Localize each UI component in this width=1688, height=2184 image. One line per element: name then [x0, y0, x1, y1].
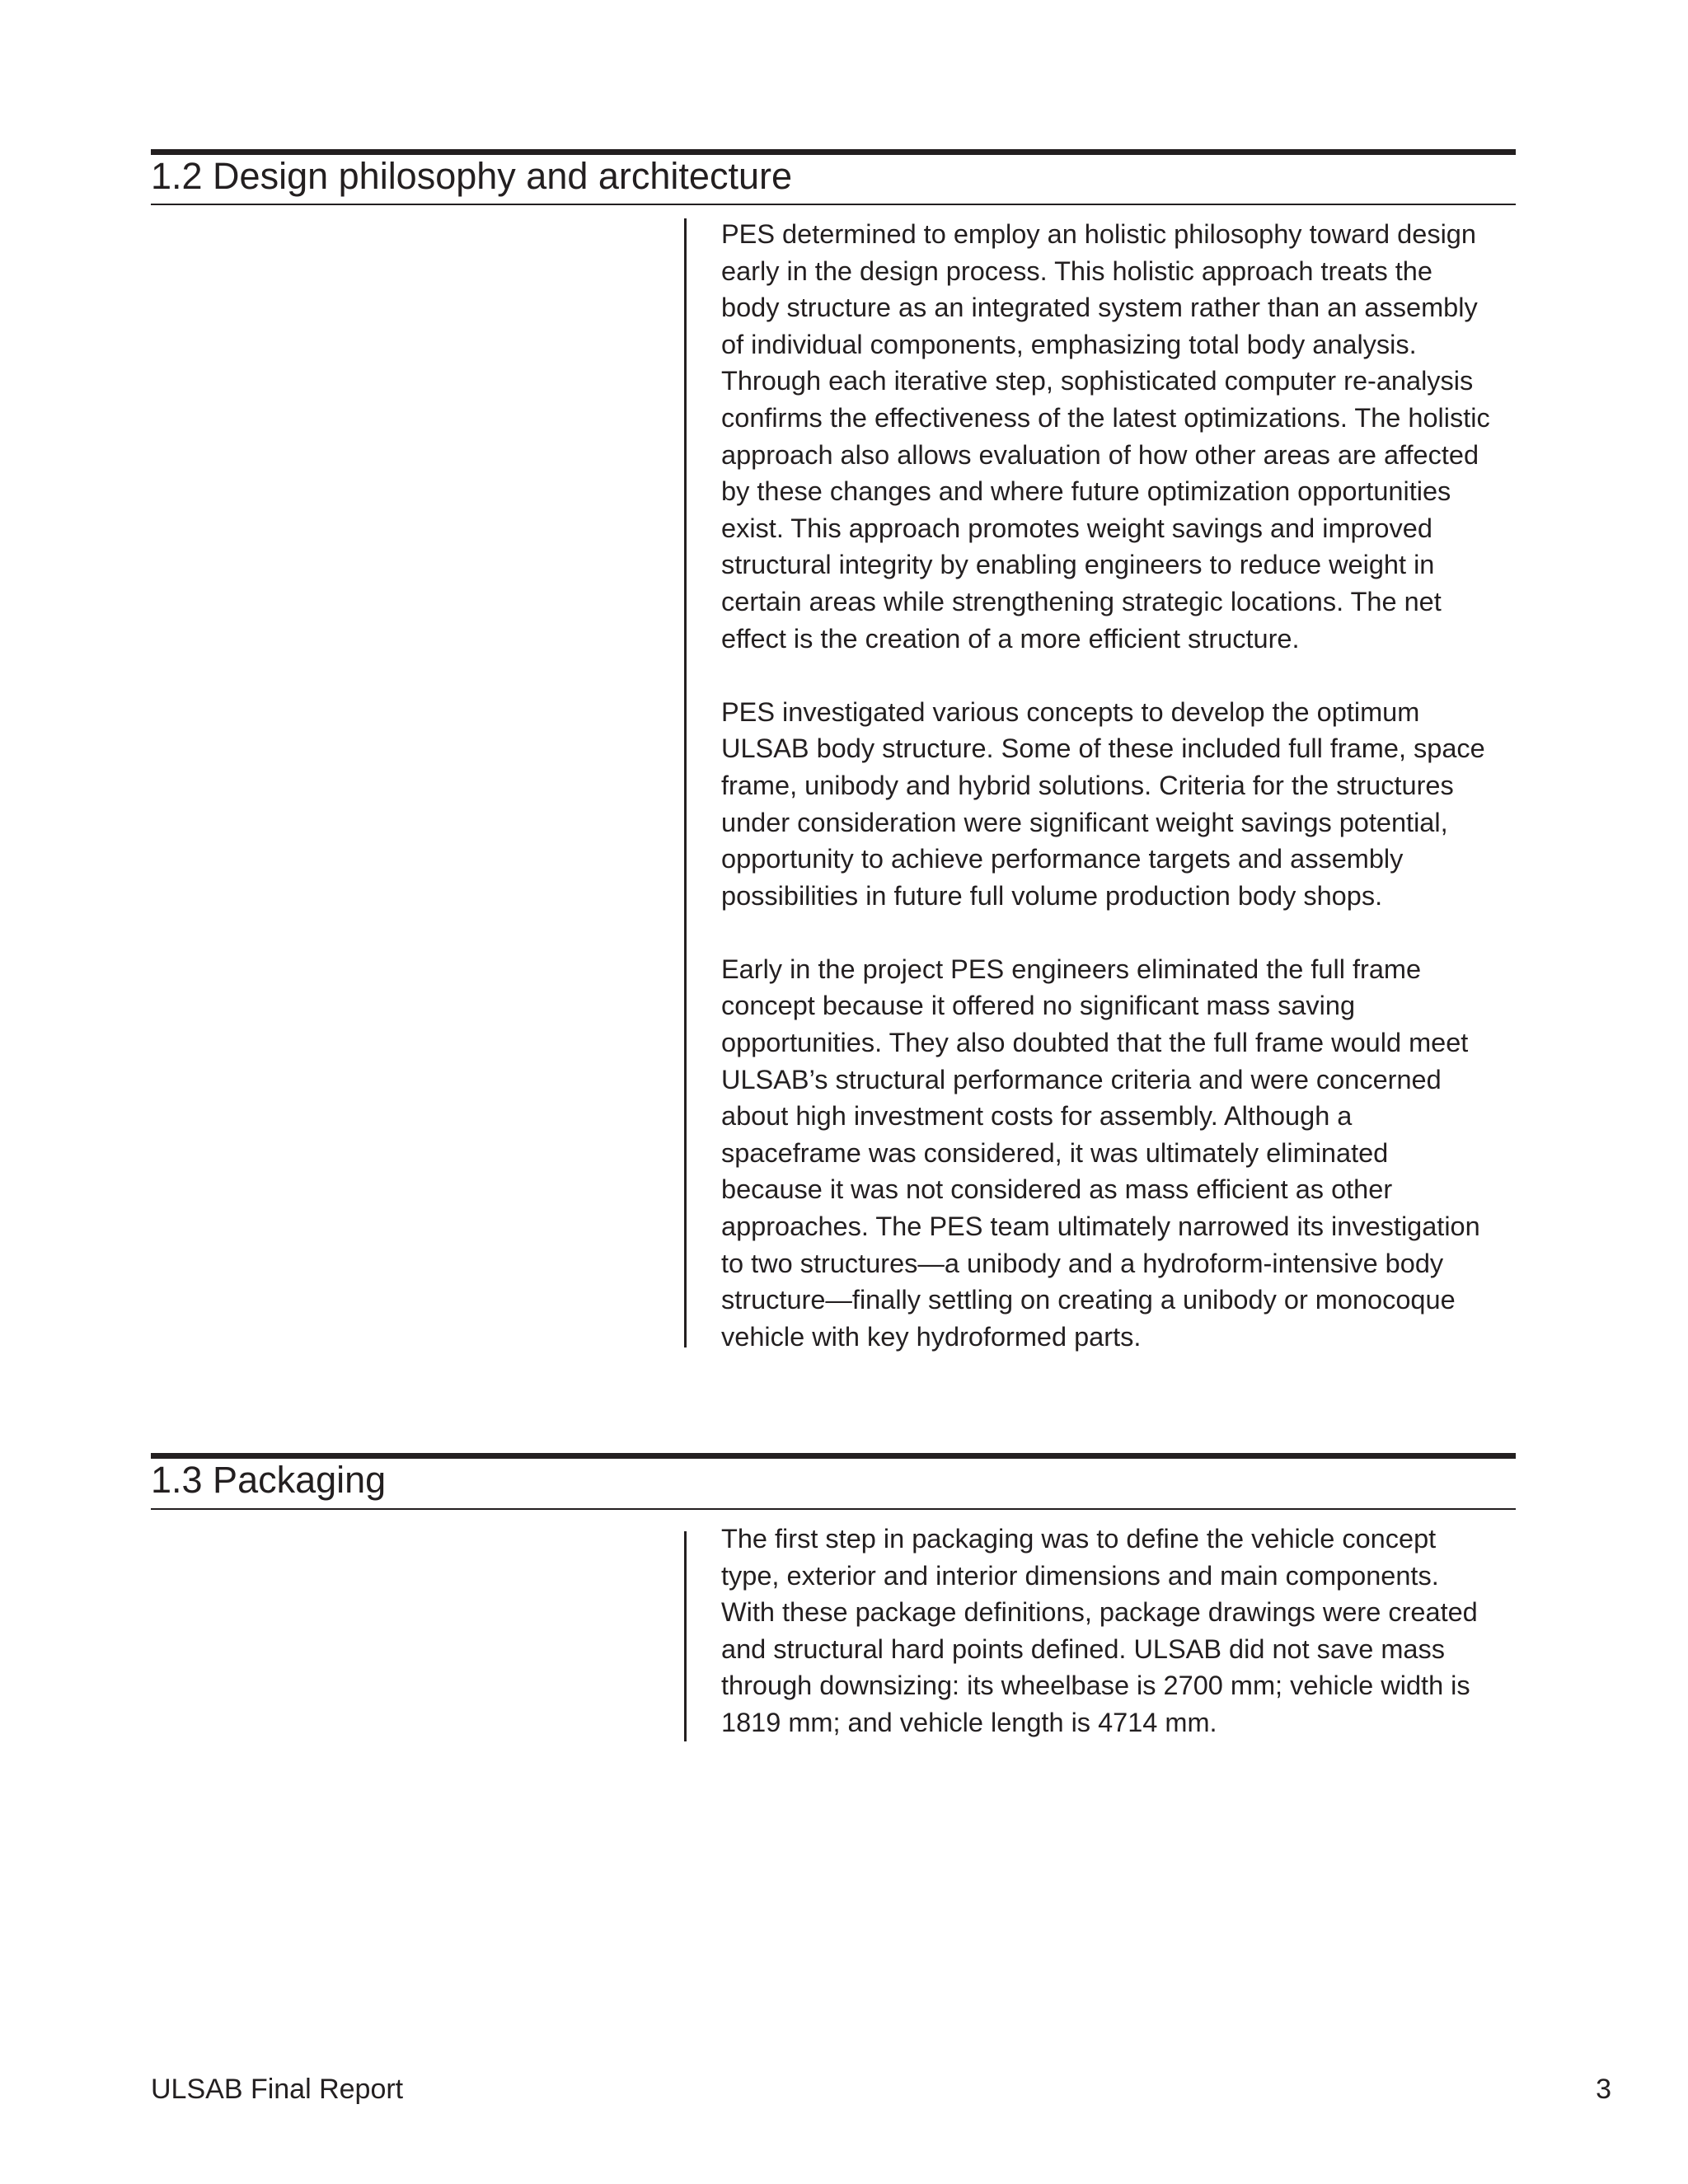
section-1-2-paragraph-2: PES investigated various concepts to develop the optimum ULSAB body structure. Some of these included full frame, space frame, unibody and hybrid solutions. Criteria for the structures under consideration were significant weight savings potential, opportunity to achieve performance targets and assembly possibilities in future full volume production body shops. [721, 696, 1485, 911]
section-1-2-top-rule [151, 149, 1516, 155]
section-1-3-column-divider [684, 1531, 687, 1741]
section-1-3-heading: 1.3 Packaging [151, 1459, 387, 1501]
section-1-2-paragraph-3: Early in the project PES engineers eliminated the full frame concept because it offered no significant mass saving opportunities. They also doubted that the full frame would meet ULSAB’s structural performance criteria and were concerned about high investment costs for assembly. Although a spaceframe was considered, it was ultimately eliminated because it was not considered as mass efficient as other approaches. The PES team ultimately narrowed its investigation to two structures—a unibody and a hydroform-intensive body structure—finally settling on creating a unibody or monocoque vehicle with key hydroformed parts. [721, 954, 1480, 1352]
section-1-3-heading-underline [151, 1508, 1516, 1510]
section-1-2-paragraph-1: PES determined to employ an holistic philosophy toward design early in the design process. This holistic approach treats the body structure as an integrated system rather than an assembly of individual components, emphasizing total body analysis. Through each iterative step, sophisticated computer re-analysis confirms the effectiveness of the latest optimizations. The holistic approach also allows evaluation of how other areas are affected by these changes and where future optimization opportunities exist. This approach promotes weight savings and improved structural integrity by enabling engineers to reduce weight in certain areas while strengthening strategic locations. The net effect is the creation of a more efficient structure. [721, 219, 1490, 654]
section-1-2-column-divider [684, 218, 687, 1347]
footer-report-title: ULSAB Final Report [151, 2074, 404, 2105]
section-1-3-body [721, 1521, 1529, 1741]
section-1-2-heading: 1.2 Design philosophy and architecture [151, 155, 792, 197]
footer-page-number: 3 [1596, 2074, 1611, 2105]
section-1-3-paragraph-1: The first step in packaging was to define the vehicle concept type, exterior and interior dimensions and main components. With these package definitions, package drawings were created and structural hard points defined. ULSAB did not save mass through downsizing: its wheelbase is 2700 mm; vehicle width is 1819 mm; and vehicle length is 4714 mm. [721, 1524, 1478, 1737]
section-1-2-body [721, 216, 1529, 1355]
section-1-3-top-rule [151, 1453, 1516, 1459]
section-1-2-heading-underline [151, 204, 1516, 205]
